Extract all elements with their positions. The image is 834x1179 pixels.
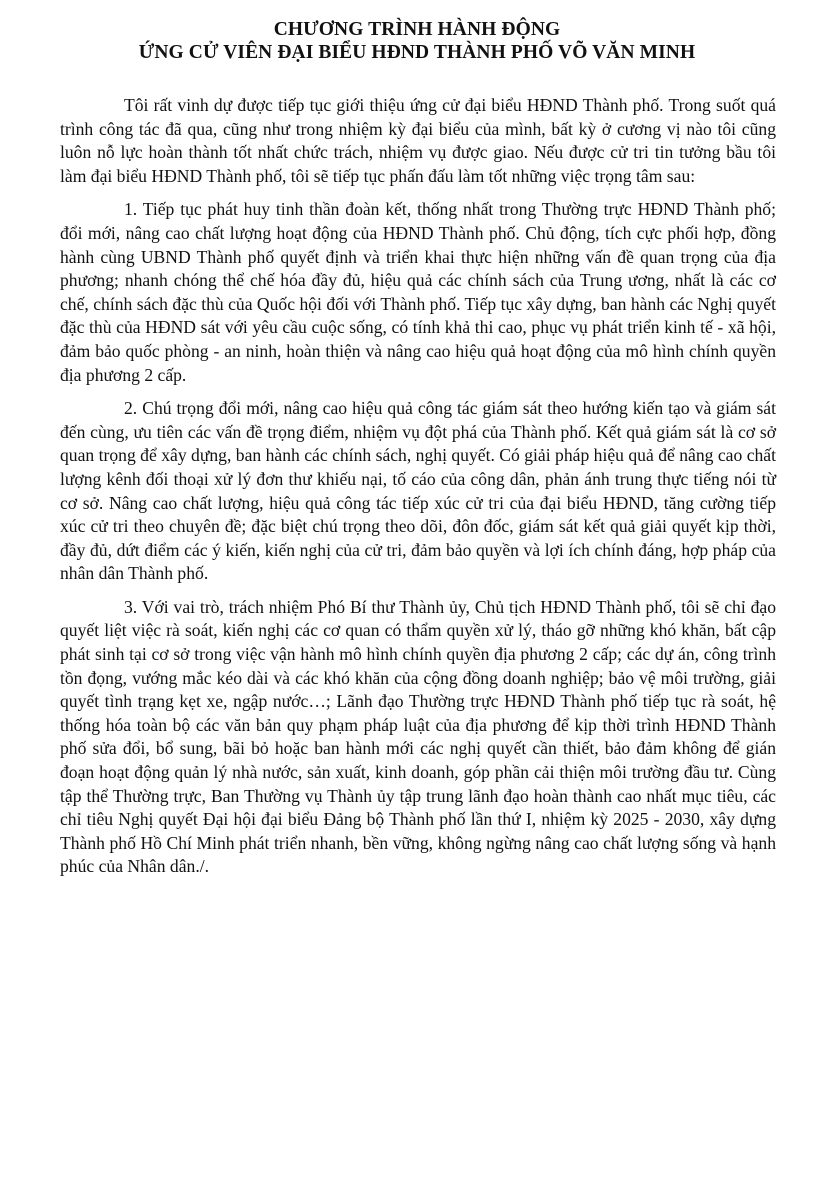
- document-body: [60, 94, 776, 889]
- point-1-paragraph: 1. Tiếp tục phát huy tinh thần đoàn kết, thống nhất trong Thường trực HĐND Thành phố; đổi mới, nâng cao chất lượng hoạt động của HĐND Thành phố. Chủ động, tích cực phối hợp, đồng hành cùng UBND Thành phố quyết định và triển khai thực hiện những vấn đề quan trọng của địa phương; nhanh chóng thể chế hóa đầy đủ, hiệu quả các chính sách của Trung ương, nhất là các cơ chế, chính sách đặc thù của Quốc hội đối với Thành phố. Tiếp tục xây dựng, ban hành các Nghị quyết đặc thù của HĐND sát với yêu cầu cuộc sống, có tính khả thi cao, phục vụ phát triển kinh tế - xã hội, đảm bảo quốc phòng - an ninh, hoàn thiện và nâng cao hiệu quả hoạt động của mô hình chính quyền địa phương 2 cấp.: [60, 199, 776, 385]
- point-3-paragraph: 3. Với vai trò, trách nhiệm Phó Bí thư Thành ủy, Chủ tịch HĐND Thành phố, tôi sẽ chỉ đạo quyết liệt việc rà soát, kiến nghị các cơ quan có thẩm quyền xử lý, tháo gỡ những khó khăn, bất cập phát sinh tại cơ sở trong việc vận hành mô hình chính quyền địa phương 2 cấp; các dự án, công trình tồn đọng, vướng mắc kéo dài và các khó khăn của cộng đồng doanh nghiệp; bảo vệ môi trường, giải quyết tình trạng kẹt xe, ngập nước…; Lãnh đạo Thường trực HĐND Thành phố tiếp tục rà soát, hệ thống hóa toàn bộ các văn bản quy phạm pháp luật của địa phương để kịp thời trình HĐND Thành phố sửa đổi, bổ sung, bãi bỏ hoặc ban hành mới các nghị quyết cần thiết, bảo đảm không để gián đoạn hoạt động quản lý nhà nước, sản xuất, kinh doanh, góp phần cải thiện môi trường đầu tư. Cùng tập thể Thường trực, Ban Thường vụ Thành ủy tập trung lãnh đạo hoàn thành cao nhất mục tiêu, các chỉ tiêu Nghị quyết Đại hội đại biểu Đảng bộ Thành phố lần thứ I, nhiệm kỳ 2025 - 2030, xây dựng Thành phố Hồ Chí Minh phát triển nhanh, bền vững, không ngừng nâng cao chất lượng sống và hạnh phúc của Nhân dân./.: [60, 596, 776, 877]
- point-2-paragraph: 2. Chú trọng đổi mới, nâng cao hiệu quả công tác giám sát theo hướng kiến tạo và giám sát đến cùng, ưu tiên các vấn đề trọng điểm, nhiệm vụ đột phá của Thành phố. Kết quả giám sát là cơ sở quan trọng để xây dựng, ban hành các chính sách, nghị quyết. Có giải pháp hiệu quả để nâng cao chất lượng kênh đối thoại xử lý đơn thư khiếu nại, tố cáo của công dân, phản ánh trung thực tiếng nói từ cơ sở. Nâng cao chất lượng, hiệu quả công tác tiếp xúc cử tri của đại biểu HĐND, tăng cường tiếp xúc cử tri theo chuyên đề; đặc biệt chú trọng theo dõi, đôn đốc, giám sát kết quả giải quyết kịp thời, đầy đủ, dứt điểm các ý kiến, kiến nghị của cử tri, đảm bảo quyền và lợi ích chính đáng, hợp pháp của nhân dân Thành phố.: [60, 398, 776, 584]
- title-line-2: ỨNG CỬ VIÊN ĐẠI BIỂU HĐND THÀNH PHỐ VÕ VĂN MINH: [138, 42, 696, 63]
- intro-paragraph: Tôi rất vinh dự được tiếp tục giới thiệu ứng cử đại biểu HĐND Thành phố. Trong suốt quá trình công tác đã qua, cũng như trong nhiệm kỳ đại biểu của mình, bất kỳ ở cương vị nào tôi cũng luôn nỗ lực hoàn thành tốt nhất chức trách, nhiệm vụ được giao. Nếu được cử tri tin tưởng bầu tôi làm đại biểu HĐND Thành phố, tôi sẽ tiếp tục phấn đấu làm tốt những việc trọng tâm sau:: [60, 95, 776, 186]
- document-title: [60, 18, 774, 64]
- title-line-1: CHƯƠNG TRÌNH HÀNH ĐỘNG: [273, 19, 561, 40]
